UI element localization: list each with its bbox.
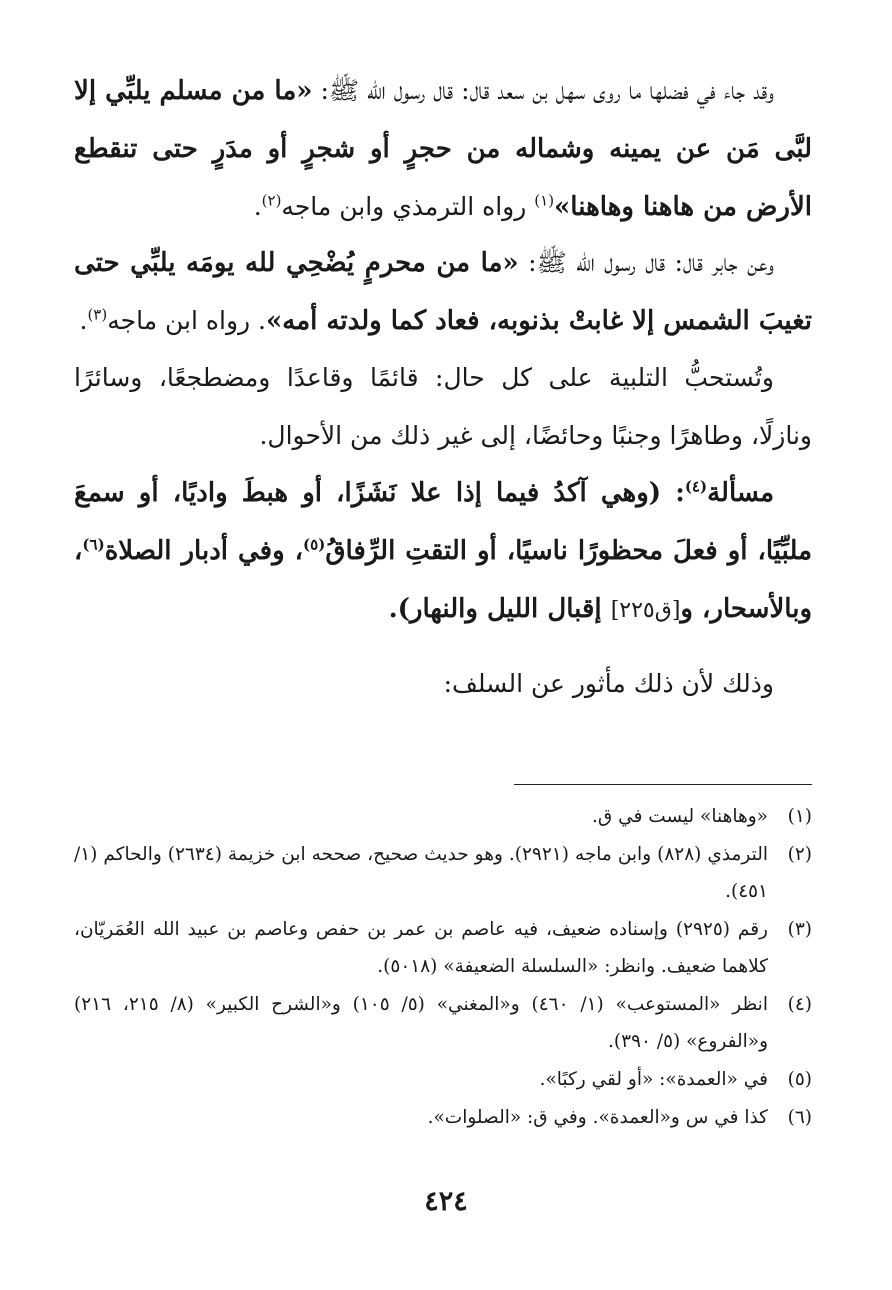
- footnote-ref-2: (٢): [261, 191, 282, 210]
- paragraph-masala: [74, 464, 812, 640]
- paragraph-end: .: [253, 192, 262, 221]
- paragraph-jabir-hadith: [74, 234, 812, 350]
- paragraph-intro: وقد جاء في فضلها ما روى سهل بن سعد قال: قال رسول الله ﷺ:: [312, 76, 774, 105]
- masala-text-3: ، وبالأسحار، و: [74, 536, 812, 624]
- footnote-ref-3: (٣): [87, 305, 108, 324]
- footnote-number: (٥): [787, 1069, 812, 1090]
- manuscript-marker: [ق٢٢٥]: [610, 598, 681, 623]
- footnote-item: [74, 836, 812, 910]
- footnote-text: في «العمدة»: «أو لقي ركبًا».: [539, 1069, 768, 1090]
- footnote-divider: [514, 784, 812, 785]
- paragraph-source: رواه الترمذي وابن ماجه: [281, 192, 535, 221]
- footnote-number: (١): [787, 806, 812, 827]
- hadith-text: «ما من محرمٍ يُضْحِي لله يومَه يلبِّي حتى تغيبَ الشمس إلا غابتْ بذنوبه، فعاد كما ولدته أمه»: [74, 248, 812, 336]
- footnote-number: (٦): [787, 1107, 812, 1128]
- footnote-ref-5: (٥): [303, 535, 326, 554]
- footnote-text: رقم (٢٩٢٥) وإسناده ضعيف، فيه عاصم بن عمر بن حفص وعاصم بن عبيد الله العُمَريّان، كلاهما ضعيف. وانظر: «السلسلة الضعيفة» (٥٠١٨).: [74, 919, 768, 977]
- paragraph-text: وتُستحبُّ التلبية على كل حال: قائمًا وقاعدًا ومضطجعًا، وسائرًا ونازلًا، وطاهرًا وجنبًا وحائضًا، إلى غير ذلك من الأحوال.: [74, 363, 812, 450]
- paragraph-talbiya-states: [74, 349, 812, 465]
- masala-label: مسألة: [707, 478, 774, 508]
- footnote-ref-6: (٦): [82, 535, 105, 554]
- footnotes: [74, 798, 812, 1137]
- footnote-number: (٣): [787, 919, 812, 940]
- paragraph-salaf: [74, 655, 812, 713]
- footnote-text: كذا في س و«العمدة». وفي ق: «الصلوات».: [427, 1107, 768, 1128]
- footnote-number: (٤): [787, 994, 812, 1015]
- footnote-item: [74, 1061, 812, 1098]
- footnote-ref-1: (١): [534, 191, 555, 210]
- masala-text-4: إقبال الليل والنهار).: [388, 594, 611, 624]
- page-number: ٤٢٤: [424, 1186, 468, 1217]
- hadith-text: «ما من مسلم يلبِّي إلا لبَّى مَن عن يمينه وشماله من حجرٍ أو شجرٍ أو مدَرٍ حتى تنقطع الأرض من هاهنا وهاهنا»: [74, 76, 812, 222]
- footnote-text: «وهاهنا» ليست في ق.: [592, 806, 768, 827]
- footnote-item: [74, 798, 812, 835]
- paragraph-sahl-hadith: [74, 62, 812, 236]
- footnote-text: انظر «المستوعب» (١/ ٤٦٠) و«المغني» (٥/ ١٠٥) و«الشرح الكبير» (٨/ ٢١٥، ٢١٦) و«الفروع» (٥/ ٣٩٠).: [74, 994, 768, 1052]
- footnote-text: الترمذي (٨٢٨) وابن ماجه (٢٩٢١). وهو حديث صحيح، صححه ابن خزيمة (٢٦٣٤) والحاكم (١/ ٤٥١).: [74, 844, 768, 902]
- paragraph-text: وذلك لأن ذلك مأثور عن السلف:: [443, 669, 774, 698]
- footnote-item: [74, 1099, 812, 1136]
- paragraph-source: . رواه ابن ماجه: [107, 306, 266, 335]
- footnote-item: [74, 986, 812, 1060]
- footnote-number: (٢): [787, 844, 812, 865]
- footnote-item: [74, 911, 812, 985]
- footnote-ref-4: (٤): [684, 477, 708, 496]
- masala-text-1: : (وهي آكدُ فيما إذا علا نَشَزًا، أو هبطَ واديًا، أو سمعَ ملبِّيًا، أو فعلَ محظورًا ناسيًا، أو التقتِ الرِّفاقُ: [74, 478, 812, 566]
- paragraph-intro: وعن جابر قال: قال رسول الله ﷺ:: [518, 248, 774, 277]
- paragraph-end: .: [79, 306, 88, 335]
- masala-text-2: ، وفي أدبار الصلاة: [104, 536, 304, 566]
